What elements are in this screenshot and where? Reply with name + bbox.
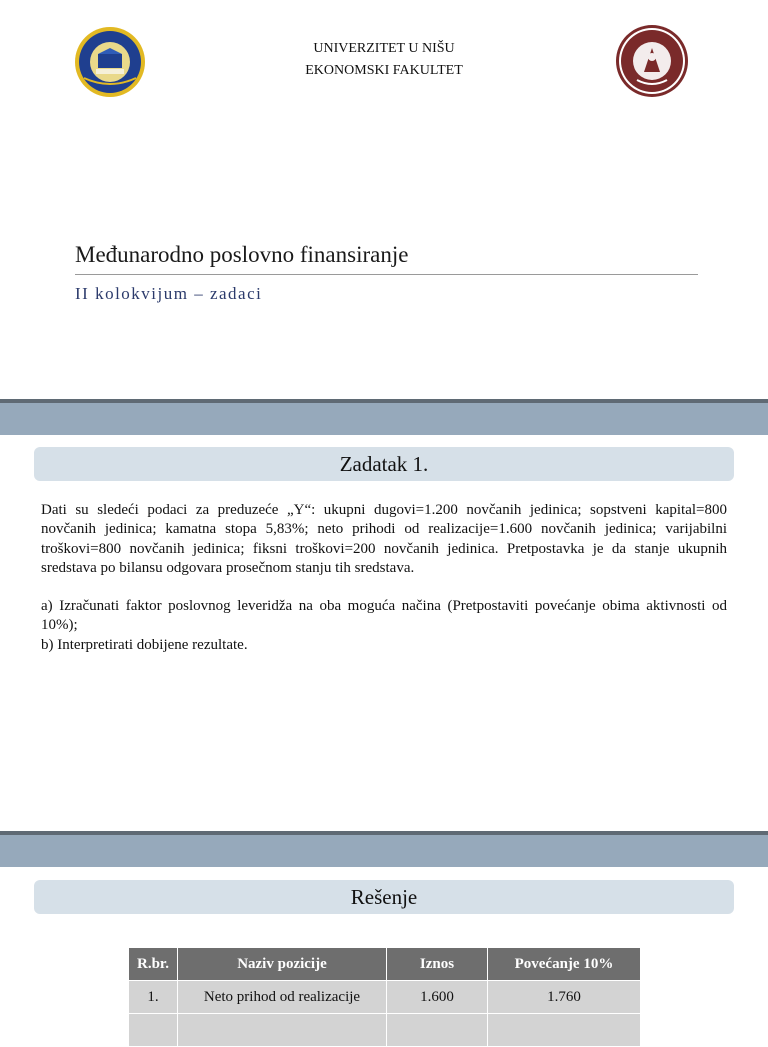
table-cell [487,1014,640,1047]
column-header: R.br. [129,948,178,981]
university-name: UNIVERZITET U NIŠU [313,41,455,56]
ekonomski-fakultet-logo [74,26,146,98]
university-header [234,38,534,82]
section-band-top [0,399,768,435]
task-item-b: b) Interpretirati dobijene rezultate. [41,636,248,653]
column-header: Iznos [386,948,487,981]
title-divider [75,274,698,275]
table-cell [386,1014,487,1047]
univerzitet-nis-logo [615,24,689,98]
course-subtitle: II kolokvijum – zadaci [75,284,263,303]
table-cell: 1.760 [487,981,640,1014]
table-header-row [129,948,641,981]
table-cell: Neto prihod od realizacije [177,981,386,1014]
solution-heading: Rešenje [34,880,734,914]
faculty-name: EKONOMSKI FAKULTET [305,63,463,78]
table-cell [177,1014,386,1047]
task-item-a: a) Izračunati faktor poslovnog leveridža na oba moguća načina (Pretpostaviti povećanje obima aktivnosti od 10%); [41,598,727,634]
section-band-bottom [0,831,768,867]
task-heading: Zadatak 1. [34,447,734,481]
table-row [129,981,641,1014]
column-header: Naziv pozicije [177,948,386,981]
column-header: Povećanje 10% [487,948,640,981]
solution-table [128,947,641,1047]
table-cell [129,1014,178,1047]
task-paragraph: Dati su sledeći podaci za preduzeće „Y“: ukupni dugovi=1.200 novčanih jedinica; sopstveni kapital=800 novčanih jedinica; kamatna stopa 5,83%; neto prihodi od realizacije=1.600 novčanih jedinica; varijabilni troškovi=800 novčanih jedinica; fiksni troškovi=200 novčanih jedinica. Pretpostavka je da stanje ukupnih sredstava po bilansu odgovara prosečnom stanju tih sredstava. [41,502,727,576]
table-cell: 1. [129,981,178,1014]
course-title: Međunarodno poslovno finansiranje [75,242,409,267]
table-row [129,1014,641,1047]
table-cell: 1.600 [386,981,487,1014]
task-text [41,501,727,655]
